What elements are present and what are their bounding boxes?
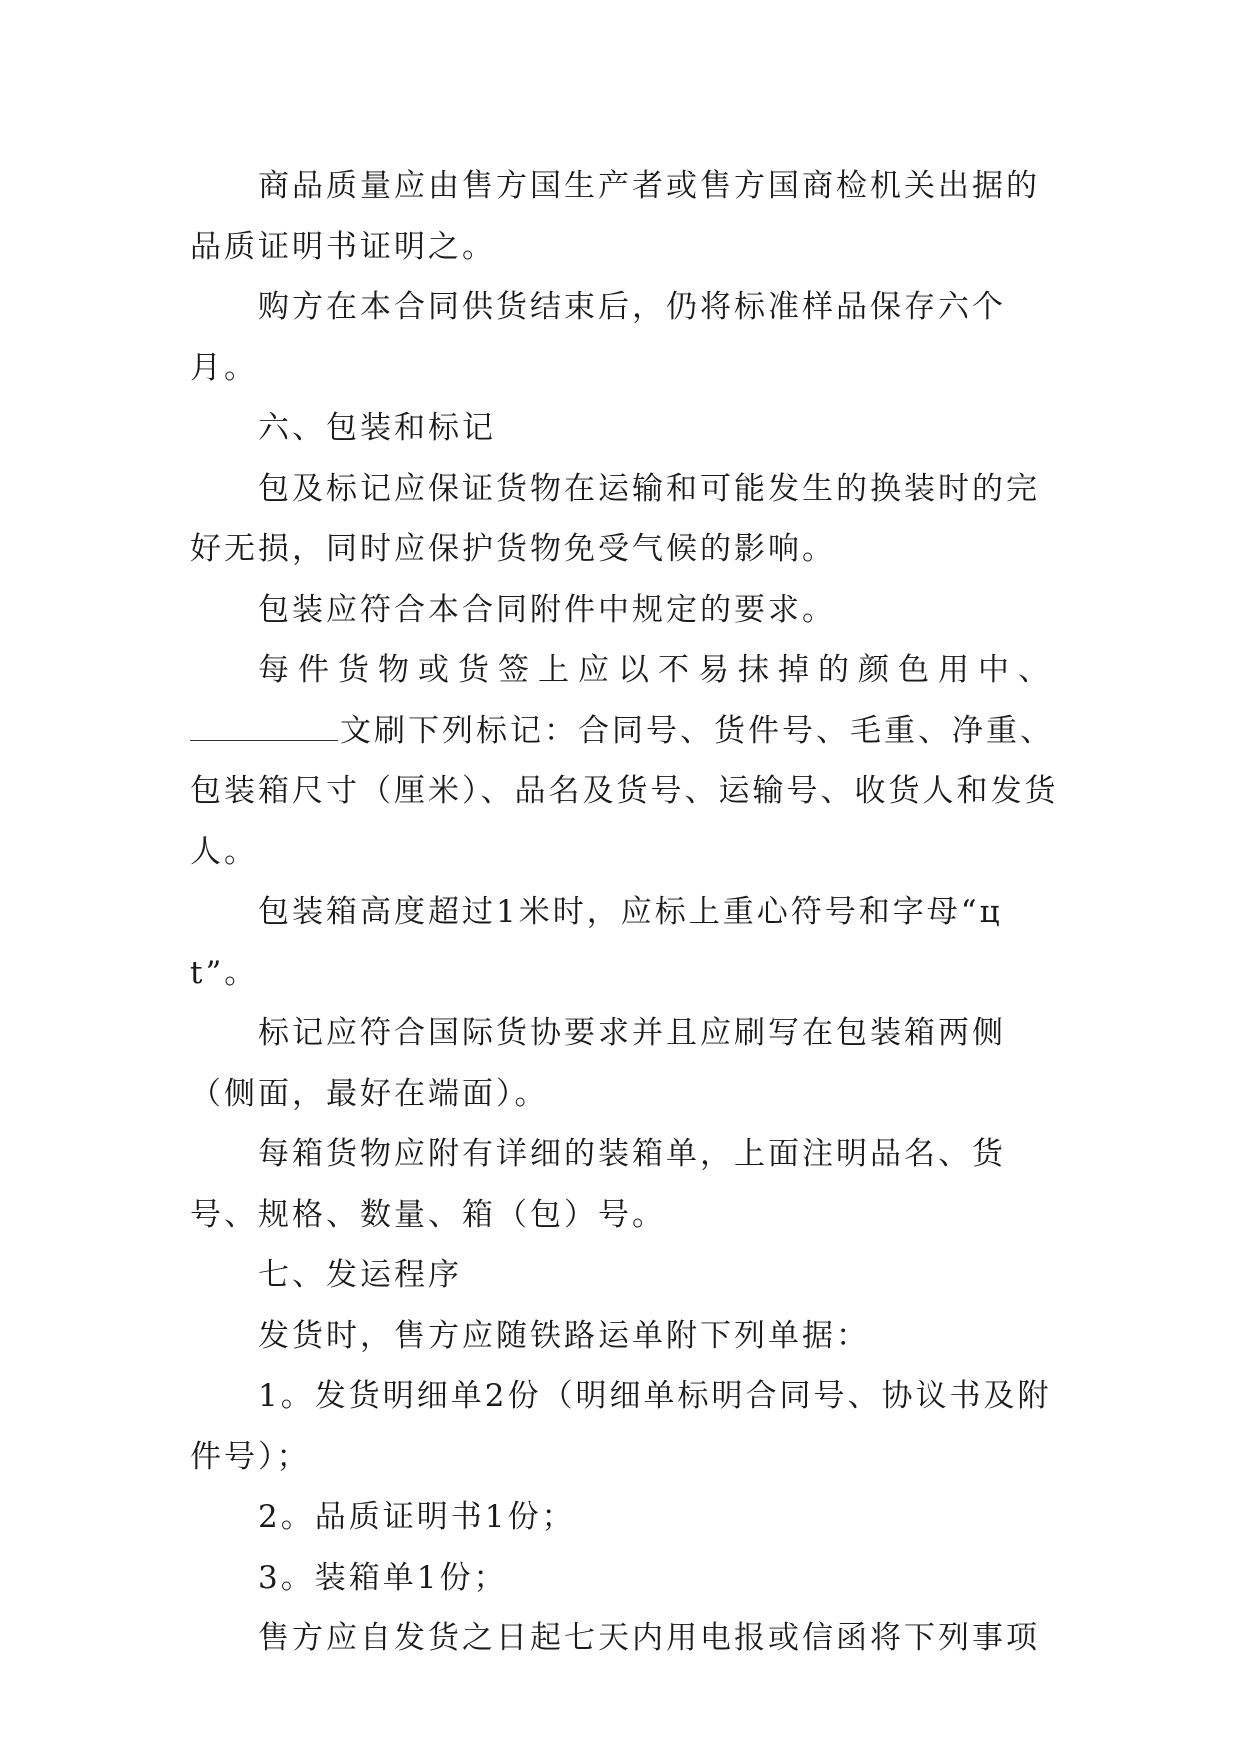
blank-fill-line <box>190 714 338 741</box>
list-item-delivery-details: 1。发货明细单2份（明细单标明合同号、协议书及附件号）； <box>190 1378 1052 1475</box>
marking-list-text: 文刷下列标记：合同号、货件号、毛重、净重、包装箱尺寸（厘米）、品名及货号、运输号、收货人和发货人。 <box>190 712 1059 870</box>
paragraph-marking-color: 每件货物或货签上应以不易抹掉的颜色用中、 <box>258 652 1058 688</box>
list-item-quality-certificate: 2。品质证明书1份； <box>258 1499 576 1535</box>
paragraph-packing-list: 每箱货物应附有详细的装箱单，上面注明品名、货号、规格、数量、箱（包）号。 <box>190 1136 1006 1233</box>
paragraph-quality-certificate: 商品质量应由售方国生产者或售方国商检机关出据的品质证明书证明之。 <box>190 168 1040 265</box>
paragraph-packaging-requirements: 包装应符合本合同附件中规定的要求。 <box>258 591 836 628</box>
section-heading-packaging: 六、包装和标记 <box>258 410 496 446</box>
list-item-packing-list: 3。装箱单1份； <box>258 1559 508 1596</box>
paragraph-notification: 售方应自发货之日起七天内用电报或信函将下列事项 <box>258 1620 1040 1656</box>
paragraph-marking-list <box>190 701 1060 883</box>
paragraph-marking-location: 标记应符合国际货协要求并且应刷写在包装箱两侧（侧面，最好在端面）。 <box>190 1015 1006 1112</box>
paragraph-standard-sample: 购方在本合同供货结束后，仍将标准样品保存六个月。 <box>190 289 1006 386</box>
paragraph-center-of-gravity: 包装箱高度超过1米时，应标上重心符号和字母“ц t”。 <box>190 894 1003 991</box>
document-body <box>190 156 1060 1669</box>
paragraph-packaging-protection: 包及标记应保证货物在运输和可能发生的换装时的完好无损，同时应保护货物免受气候的影响。 <box>190 470 1040 567</box>
paragraph-shipping-documents: 发货时，售方应随铁路运单附下列单据： <box>258 1317 870 1354</box>
section-heading-shipping: 七、发运程序 <box>258 1257 462 1293</box>
